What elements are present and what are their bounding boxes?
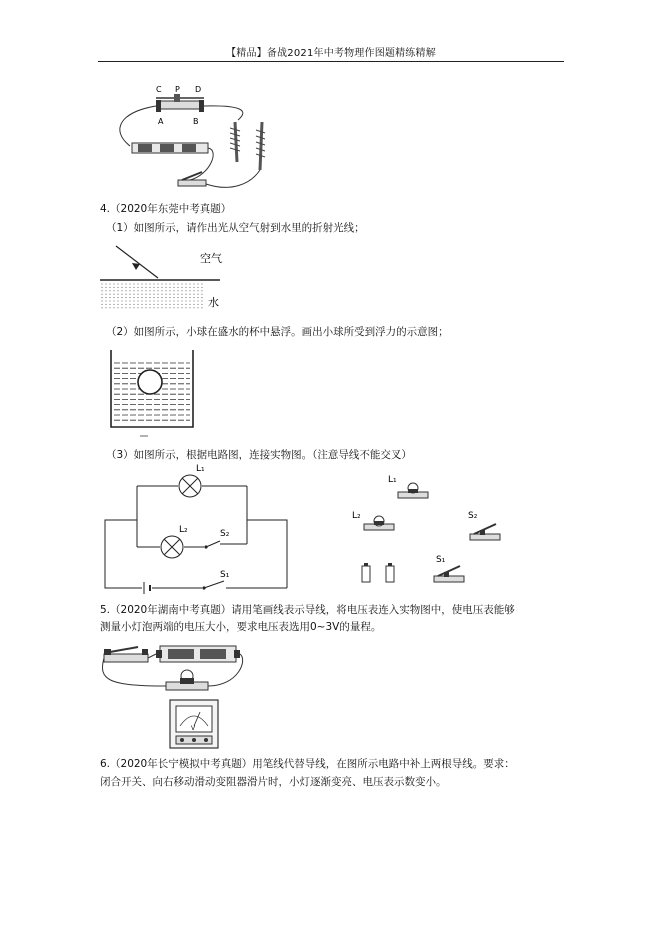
q6-line1: 6.（2020年长宁模拟中考真题）用笔线代替导线，在图所示电路中补上两根导线。要求： [100,758,515,770]
rheostat-label-p: P [175,85,180,94]
q4-part2: （2）如图所示，小球在盛水的杯中悬浮。画出小球所受到浮力的示意图； [106,326,449,338]
schematic-s2-label: S₂ [220,529,230,539]
electromagnet-circuit-figure [100,80,280,195]
water-texture [101,283,202,308]
page-header: 【精品】备战2021年中考物理作图题精练精解 [226,48,436,59]
air-label: 空气 [200,252,222,265]
q4-part1: （1）如图所示，请作出光从空气射到水里的折射光线； [106,222,365,234]
voltmeter-v-label: V [191,725,196,732]
rheostat-label-c: C [156,85,162,94]
q4-part3: （3）如图所示，根据电路图，连接实物图。（注意导线不能交叉） [106,449,412,461]
rheostat-label-b: B [193,117,199,126]
schematic-l2-label: L₂ [179,525,188,535]
circuit-schematic [102,462,294,597]
rheostat-label-d: D [195,85,202,94]
q6-line2: 闭合开关、向右移动滑动变阻器滑片时，小灯逐渐变亮、电压表示数变小。 [100,776,447,788]
q4-heading: 4.（2020年东莞中考真题） [100,203,232,215]
physical-components-figure [350,470,510,595]
refraction-figure [100,244,235,312]
physical-s2-label: S₂ [468,511,478,521]
physical-s1-label: S₁ [436,555,446,565]
q5-line1: 5.（2020年湖南中考真题）请用笔画线表示导线，将电压表连入实物图中，使电压表能够 [100,604,515,616]
floating-ball [138,370,162,394]
schematic-s1-label: S₁ [220,570,230,580]
q5-line2: 测量小灯泡两端的电压大小，要求电压表选用0~3V的量程。 [100,621,382,633]
voltmeter-circuit-figure [98,640,248,755]
rheostat-label-a: A [158,117,164,126]
floating-ball-figure [110,350,195,440]
schematic-l1-label: L₁ [196,464,205,474]
physical-l1-label: L₁ [388,475,397,485]
header-divider [98,61,564,62]
water-label: 水 [208,296,219,309]
physical-l2-label: L₂ [352,511,361,521]
